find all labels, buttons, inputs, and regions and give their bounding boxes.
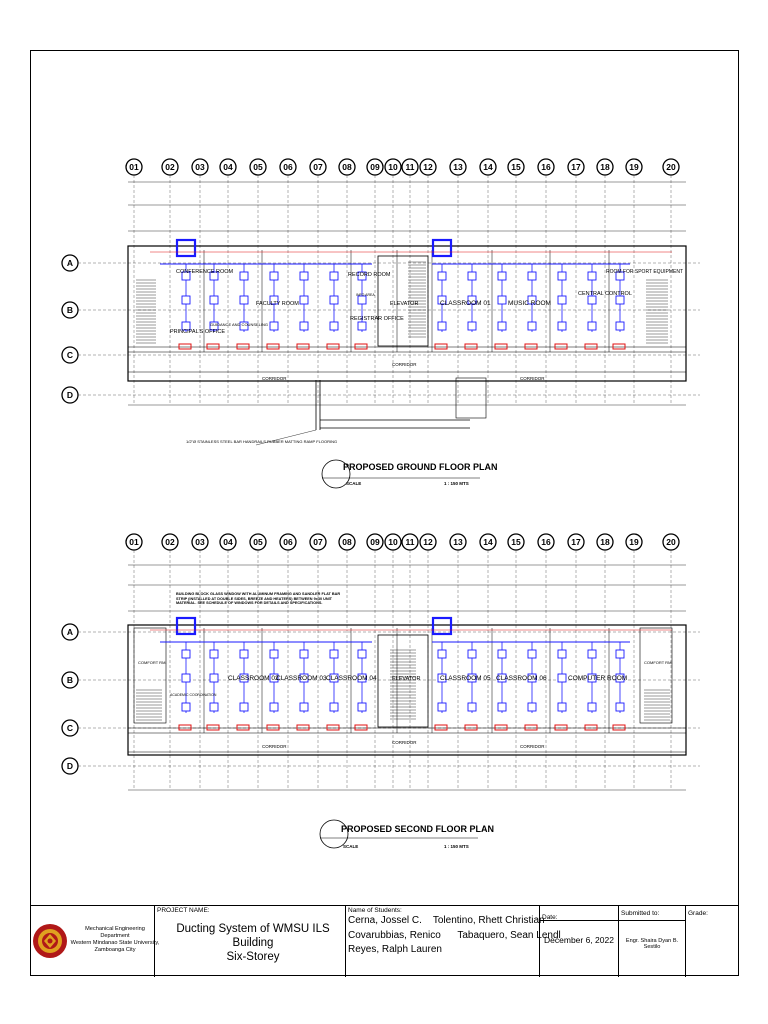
grid-column-label: 19 <box>629 537 639 548</box>
supply-diffuser <box>438 272 446 280</box>
return-grille <box>555 344 567 349</box>
grid-column-bubble <box>626 534 642 550</box>
second-floor-plan <box>0 520 768 860</box>
room-label: CORRIDOR <box>262 744 287 749</box>
grid-column-bubble <box>568 534 584 550</box>
room-label: CLASSROOM 04 <box>326 675 377 682</box>
supply-diffuser <box>558 703 566 711</box>
room-label: REGISTRAR OFFICE <box>350 316 404 322</box>
grid-column-label: 04 <box>223 162 233 173</box>
grid-row-bubble <box>62 347 78 363</box>
grid-column-bubble <box>597 159 613 175</box>
date-label: Date: <box>542 914 558 921</box>
second-walls <box>128 625 686 755</box>
room-label: CORRIDOR <box>520 376 545 381</box>
supply-diffuser <box>438 703 446 711</box>
grid-row-bubble <box>62 720 78 736</box>
plan-title: PROPOSED SECOND FLOOR PLAN <box>341 824 495 834</box>
room-label: FACULTY ROOM <box>256 301 299 307</box>
return-grille <box>267 344 279 349</box>
supply-diffuser <box>528 272 536 280</box>
return-grille <box>465 344 477 349</box>
ground-floor-drawing <box>0 0 768 500</box>
supply-diffuser <box>468 272 476 280</box>
grid-row-bubble <box>62 758 78 774</box>
grid-column-bubble <box>250 159 266 175</box>
supply-diffuser <box>468 322 476 330</box>
room-label: ACADEMIC COORDINATION <box>170 693 217 697</box>
grid-row-label: A <box>66 258 74 269</box>
grid-column-label: 02 <box>165 162 175 173</box>
return-grille <box>525 725 537 730</box>
grid-column-bubble <box>385 534 401 550</box>
room-label: CORRIDOR <box>392 362 417 367</box>
supply-diffuser <box>270 272 278 280</box>
grid-column-label: 09 <box>370 537 380 548</box>
return-grille <box>465 725 477 730</box>
grid-column-label: 06 <box>283 162 293 173</box>
grid-column-label: 15 <box>511 162 521 173</box>
grid-column-label: 16 <box>541 537 551 548</box>
ground-grid-row-bubbles <box>62 255 78 403</box>
return-grille <box>435 344 447 349</box>
supply-diffuser <box>588 272 596 280</box>
supply-diffuser <box>330 272 338 280</box>
supply-diffuser <box>240 272 248 280</box>
grid-column-bubble <box>508 159 524 175</box>
grid-column-bubble <box>385 159 401 175</box>
supply-diffuser <box>240 296 248 304</box>
supply-diffuser <box>616 296 624 304</box>
submitted-cell <box>618 906 685 977</box>
grid-column-bubble <box>402 534 418 550</box>
grid-column-bubble <box>568 159 584 175</box>
project-name: Ducting System of WMSU ILS Building Six-Storey <box>176 923 330 963</box>
grid-row-label: D <box>66 390 74 401</box>
grid-column-bubble <box>367 159 383 175</box>
grid-column-label: 10 <box>388 537 398 548</box>
supply-diffuser <box>588 296 596 304</box>
supply-diffuser <box>528 650 536 658</box>
ahu-unit <box>177 618 195 634</box>
supply-diffuser <box>498 296 506 304</box>
supply-diffuser <box>300 296 308 304</box>
return-grille <box>297 344 309 349</box>
second-grid-column-bubbles <box>126 534 679 550</box>
supply-diffuser <box>300 650 308 658</box>
grid-column-label: 12 <box>423 162 433 173</box>
supply-diffuser <box>358 650 366 658</box>
grid-column-bubble <box>126 159 142 175</box>
grid-column-label: 05 <box>253 162 263 173</box>
grid-column-bubble <box>192 534 208 550</box>
supply-diffuser <box>498 272 506 280</box>
supply-diffuser <box>468 703 476 711</box>
room-label: ROOM FOR SPORT EQUIPMENT <box>606 269 684 275</box>
supply-diffuser <box>330 703 338 711</box>
grid-column-label: 01 <box>129 162 139 173</box>
supply-diffuser <box>616 703 624 711</box>
grid-column-bubble <box>480 534 496 550</box>
grid-column-bubble <box>192 159 208 175</box>
department-text: Mechanical Engineering Department Western Mindanao State University, Zamboanga City <box>70 926 160 953</box>
grid-column-bubble <box>420 534 436 550</box>
grid-column-label: 11 <box>405 537 415 548</box>
second-grid-lines <box>78 550 700 790</box>
grid-column-bubble <box>450 534 466 550</box>
title-block-divider <box>539 920 685 921</box>
return-grille <box>179 725 191 730</box>
grid-column-bubble <box>280 159 296 175</box>
return-grille <box>267 725 279 730</box>
grid-column-label: 13 <box>453 162 463 173</box>
return-grille <box>355 344 367 349</box>
room-label: CLASSROOM 03 <box>276 675 327 682</box>
grid-column-bubble <box>480 159 496 175</box>
scale-label: SCALE <box>346 481 362 486</box>
supply-diffuser <box>270 703 278 711</box>
return-grille <box>585 725 597 730</box>
room-label: COMFORT RM. <box>138 660 167 665</box>
grade-cell <box>685 906 739 977</box>
grid-column-label: 20 <box>666 537 676 548</box>
supply-diffuser <box>240 703 248 711</box>
supply-diffuser <box>300 322 308 330</box>
grid-column-bubble <box>220 159 236 175</box>
ground-floor-plan <box>0 0 768 500</box>
date-value: December 6, 2022 <box>544 935 614 945</box>
supply-diffuser <box>182 674 190 682</box>
grid-column-bubble <box>626 159 642 175</box>
supply-diffuser <box>558 296 566 304</box>
return-grille <box>525 344 537 349</box>
supply-diffuser <box>558 322 566 330</box>
room-label: RECORD ROOM <box>348 272 391 278</box>
grid-column-label: 11 <box>405 162 415 173</box>
grid-row-label: B <box>66 675 74 686</box>
grid-column-label: 01 <box>129 537 139 548</box>
grid-column-label: 14 <box>483 162 493 173</box>
supply-diffuser <box>558 650 566 658</box>
room-label: CONFERENCE ROOM <box>176 269 234 275</box>
grid-column-bubble <box>310 159 326 175</box>
room-label: CENTRAL CONTROL <box>578 291 632 297</box>
grade-label: Grade: <box>688 910 708 917</box>
university-seal-icon <box>32 910 68 972</box>
room-label: GUIDANCE AND COUNSELING <box>210 322 269 327</box>
grid-column-bubble <box>402 159 418 175</box>
grid-column-label: 07 <box>313 537 323 548</box>
supply-diffuser <box>270 650 278 658</box>
project-name-label: PROJECT NAME: <box>157 907 210 914</box>
ground-plan-title-group <box>322 460 498 488</box>
grid-column-label: 20 <box>666 162 676 173</box>
room-label: MUSIC ROOM <box>508 300 551 307</box>
grid-column-label: 03 <box>195 162 205 173</box>
supply-diffuser <box>588 322 596 330</box>
return-grille <box>613 344 625 349</box>
return-grille <box>237 725 249 730</box>
grid-column-bubble <box>280 534 296 550</box>
room-label: PRINCIPAL'S OFFICE <box>170 329 226 335</box>
supply-diffuser <box>210 674 218 682</box>
scale-value: 1 : 150 MTS <box>444 481 469 486</box>
room-label: CORRIDOR <box>392 740 417 745</box>
scale-value: 1 : 150 MTS <box>444 844 469 849</box>
room-label: INFO AREA <box>356 293 375 297</box>
return-grille <box>495 725 507 730</box>
return-grille <box>237 344 249 349</box>
scale-label: SCALE <box>343 844 359 849</box>
return-grille <box>327 725 339 730</box>
grid-column-bubble <box>220 534 236 550</box>
students-label: Name of Students: <box>348 907 402 914</box>
grid-column-bubble <box>162 534 178 550</box>
grid-column-bubble <box>450 159 466 175</box>
grid-column-label: 14 <box>483 537 493 548</box>
ground-grid-column-bubbles <box>126 159 679 175</box>
second-floor-drawing <box>0 520 768 860</box>
supply-diffuser <box>210 650 218 658</box>
grid-column-label: 18 <box>600 537 610 548</box>
return-grille <box>297 725 309 730</box>
supply-diffuser <box>210 703 218 711</box>
grid-column-bubble <box>162 159 178 175</box>
grid-row-bubble <box>62 302 78 318</box>
supply-diffuser <box>182 296 190 304</box>
ground-grid-lines <box>78 175 700 405</box>
supply-diffuser <box>330 322 338 330</box>
supply-diffuser <box>330 296 338 304</box>
supply-diffuser <box>358 703 366 711</box>
grid-column-label: 15 <box>511 537 521 548</box>
return-grille <box>179 344 191 349</box>
room-label: CLASSROOM 01 <box>440 300 491 307</box>
submitted-label: Submitted to: <box>621 910 660 917</box>
grid-column-label: 18 <box>600 162 610 173</box>
room-label: ELEVATOR <box>392 676 421 682</box>
grid-row-bubble <box>62 387 78 403</box>
supply-diffuser <box>558 272 566 280</box>
submitted-value: Engr. Shaira Dyan B. Sestilo <box>625 938 679 950</box>
return-grille <box>435 725 447 730</box>
ahu-unit <box>433 618 451 634</box>
return-grille <box>555 725 567 730</box>
supply-diffuser <box>616 322 624 330</box>
grid-column-bubble <box>420 159 436 175</box>
grid-column-label: 04 <box>223 537 233 548</box>
grid-column-label: 12 <box>423 537 433 548</box>
grid-column-label: 08 <box>342 162 352 173</box>
grid-row-label: C <box>66 723 74 734</box>
room-label: CLASSROOM 06 <box>496 675 547 682</box>
supply-diffuser <box>270 322 278 330</box>
grid-column-label: 09 <box>370 162 380 173</box>
return-grille <box>355 725 367 730</box>
grid-column-label: 05 <box>253 537 263 548</box>
return-grille <box>207 725 219 730</box>
grid-column-bubble <box>663 159 679 175</box>
grid-column-label: 03 <box>195 537 205 548</box>
ahu-unit <box>433 240 451 256</box>
grid-column-label: 17 <box>571 537 581 548</box>
room-label: CORRIDOR <box>520 744 545 749</box>
grid-column-label: 17 <box>571 162 581 173</box>
grid-row-bubble <box>62 672 78 688</box>
grid-column-label: 13 <box>453 537 463 548</box>
grid-row-label: D <box>66 761 74 772</box>
grid-column-bubble <box>508 534 524 550</box>
supply-diffuser <box>182 650 190 658</box>
supply-diffuser <box>468 650 476 658</box>
second-grid-row-bubbles <box>62 624 78 774</box>
grid-column-bubble <box>367 534 383 550</box>
supply-diffuser <box>616 650 624 658</box>
grid-column-bubble <box>126 534 142 550</box>
supply-diffuser <box>558 674 566 682</box>
room-label: CLASSROOM 05 <box>440 675 491 682</box>
supply-diffuser <box>498 650 506 658</box>
grid-column-bubble <box>663 534 679 550</box>
return-grille <box>207 344 219 349</box>
grid-column-bubble <box>339 159 355 175</box>
grid-column-label: 19 <box>629 162 639 173</box>
supply-diffuser <box>498 322 506 330</box>
return-grille <box>495 344 507 349</box>
room-label: CORRIDOR <box>262 376 287 381</box>
supply-diffuser <box>498 703 506 711</box>
room-label: COMPUTER ROOM <box>568 675 628 682</box>
date-cell <box>539 906 618 977</box>
grid-column-label: 06 <box>283 537 293 548</box>
grid-column-bubble <box>250 534 266 550</box>
grid-row-label: C <box>66 350 74 361</box>
grid-column-bubble <box>339 534 355 550</box>
supply-diffuser <box>588 650 596 658</box>
grid-column-label: 16 <box>541 162 551 173</box>
grid-column-label: 08 <box>342 537 352 548</box>
students-list: Cerna, Jossel C. Tolentino, Rhett Christian Covarubbias, Renico Tabaquero, Sean Lendl Reyes, Ralph Lauren <box>348 915 561 955</box>
grid-column-label: 07 <box>313 162 323 173</box>
supply-diffuser <box>210 296 218 304</box>
supply-diffuser <box>588 703 596 711</box>
supply-diffuser <box>300 272 308 280</box>
supply-diffuser <box>240 650 248 658</box>
grid-row-label: A <box>66 627 74 638</box>
return-grille <box>613 725 625 730</box>
supply-diffuser <box>358 322 366 330</box>
supply-diffuser <box>438 650 446 658</box>
grid-column-bubble <box>310 534 326 550</box>
supply-diffuser <box>438 322 446 330</box>
school-cell <box>30 906 160 977</box>
grid-row-bubble <box>62 624 78 640</box>
project-name-cell <box>154 906 345 977</box>
room-label: ELEVATOR <box>390 301 419 307</box>
supply-diffuser <box>300 703 308 711</box>
supply-diffuser <box>528 322 536 330</box>
grid-row-label: B <box>66 305 74 316</box>
grid-row-bubble <box>62 255 78 271</box>
room-label: COMFORT RM. <box>644 660 673 665</box>
grid-column-bubble <box>538 534 554 550</box>
return-grille <box>327 344 339 349</box>
window-note: BUILDING BLOCK GLASS WINDOW WITH ALUMINUM FRAMING AND SANDLER FLAT BAR STRIP (INSTALLED AT DOUBLE SIDES, BREEZE AND HEATERS) BETWEEN 9x30 UNIT MATERIAL. SEE SCHEDULE OF WINDOWS FOR DETAILS AND SPECIFICATIONS. <box>176 592 341 606</box>
supply-diffuser <box>358 296 366 304</box>
room-label: CLASSROOM 02 <box>228 675 279 682</box>
supply-diffuser <box>330 650 338 658</box>
supply-diffuser <box>182 703 190 711</box>
plan-note: 1/2"Ø STAINLESS STEEL BAR HANDRAILS RUBBER MATTING RAMP FLOORING <box>186 439 338 444</box>
ground-room-labels <box>170 269 683 444</box>
grid-column-bubble <box>597 534 613 550</box>
supply-diffuser <box>528 703 536 711</box>
title-block <box>30 905 739 976</box>
grid-column-label: 02 <box>165 537 175 548</box>
grid-column-label: 10 <box>388 162 398 173</box>
grid-column-bubble <box>538 159 554 175</box>
second-plan-title-group <box>320 820 494 849</box>
return-grille <box>585 344 597 349</box>
plan-title: PROPOSED GROUND FLOOR PLAN <box>343 462 498 472</box>
ahu-unit <box>177 240 195 256</box>
